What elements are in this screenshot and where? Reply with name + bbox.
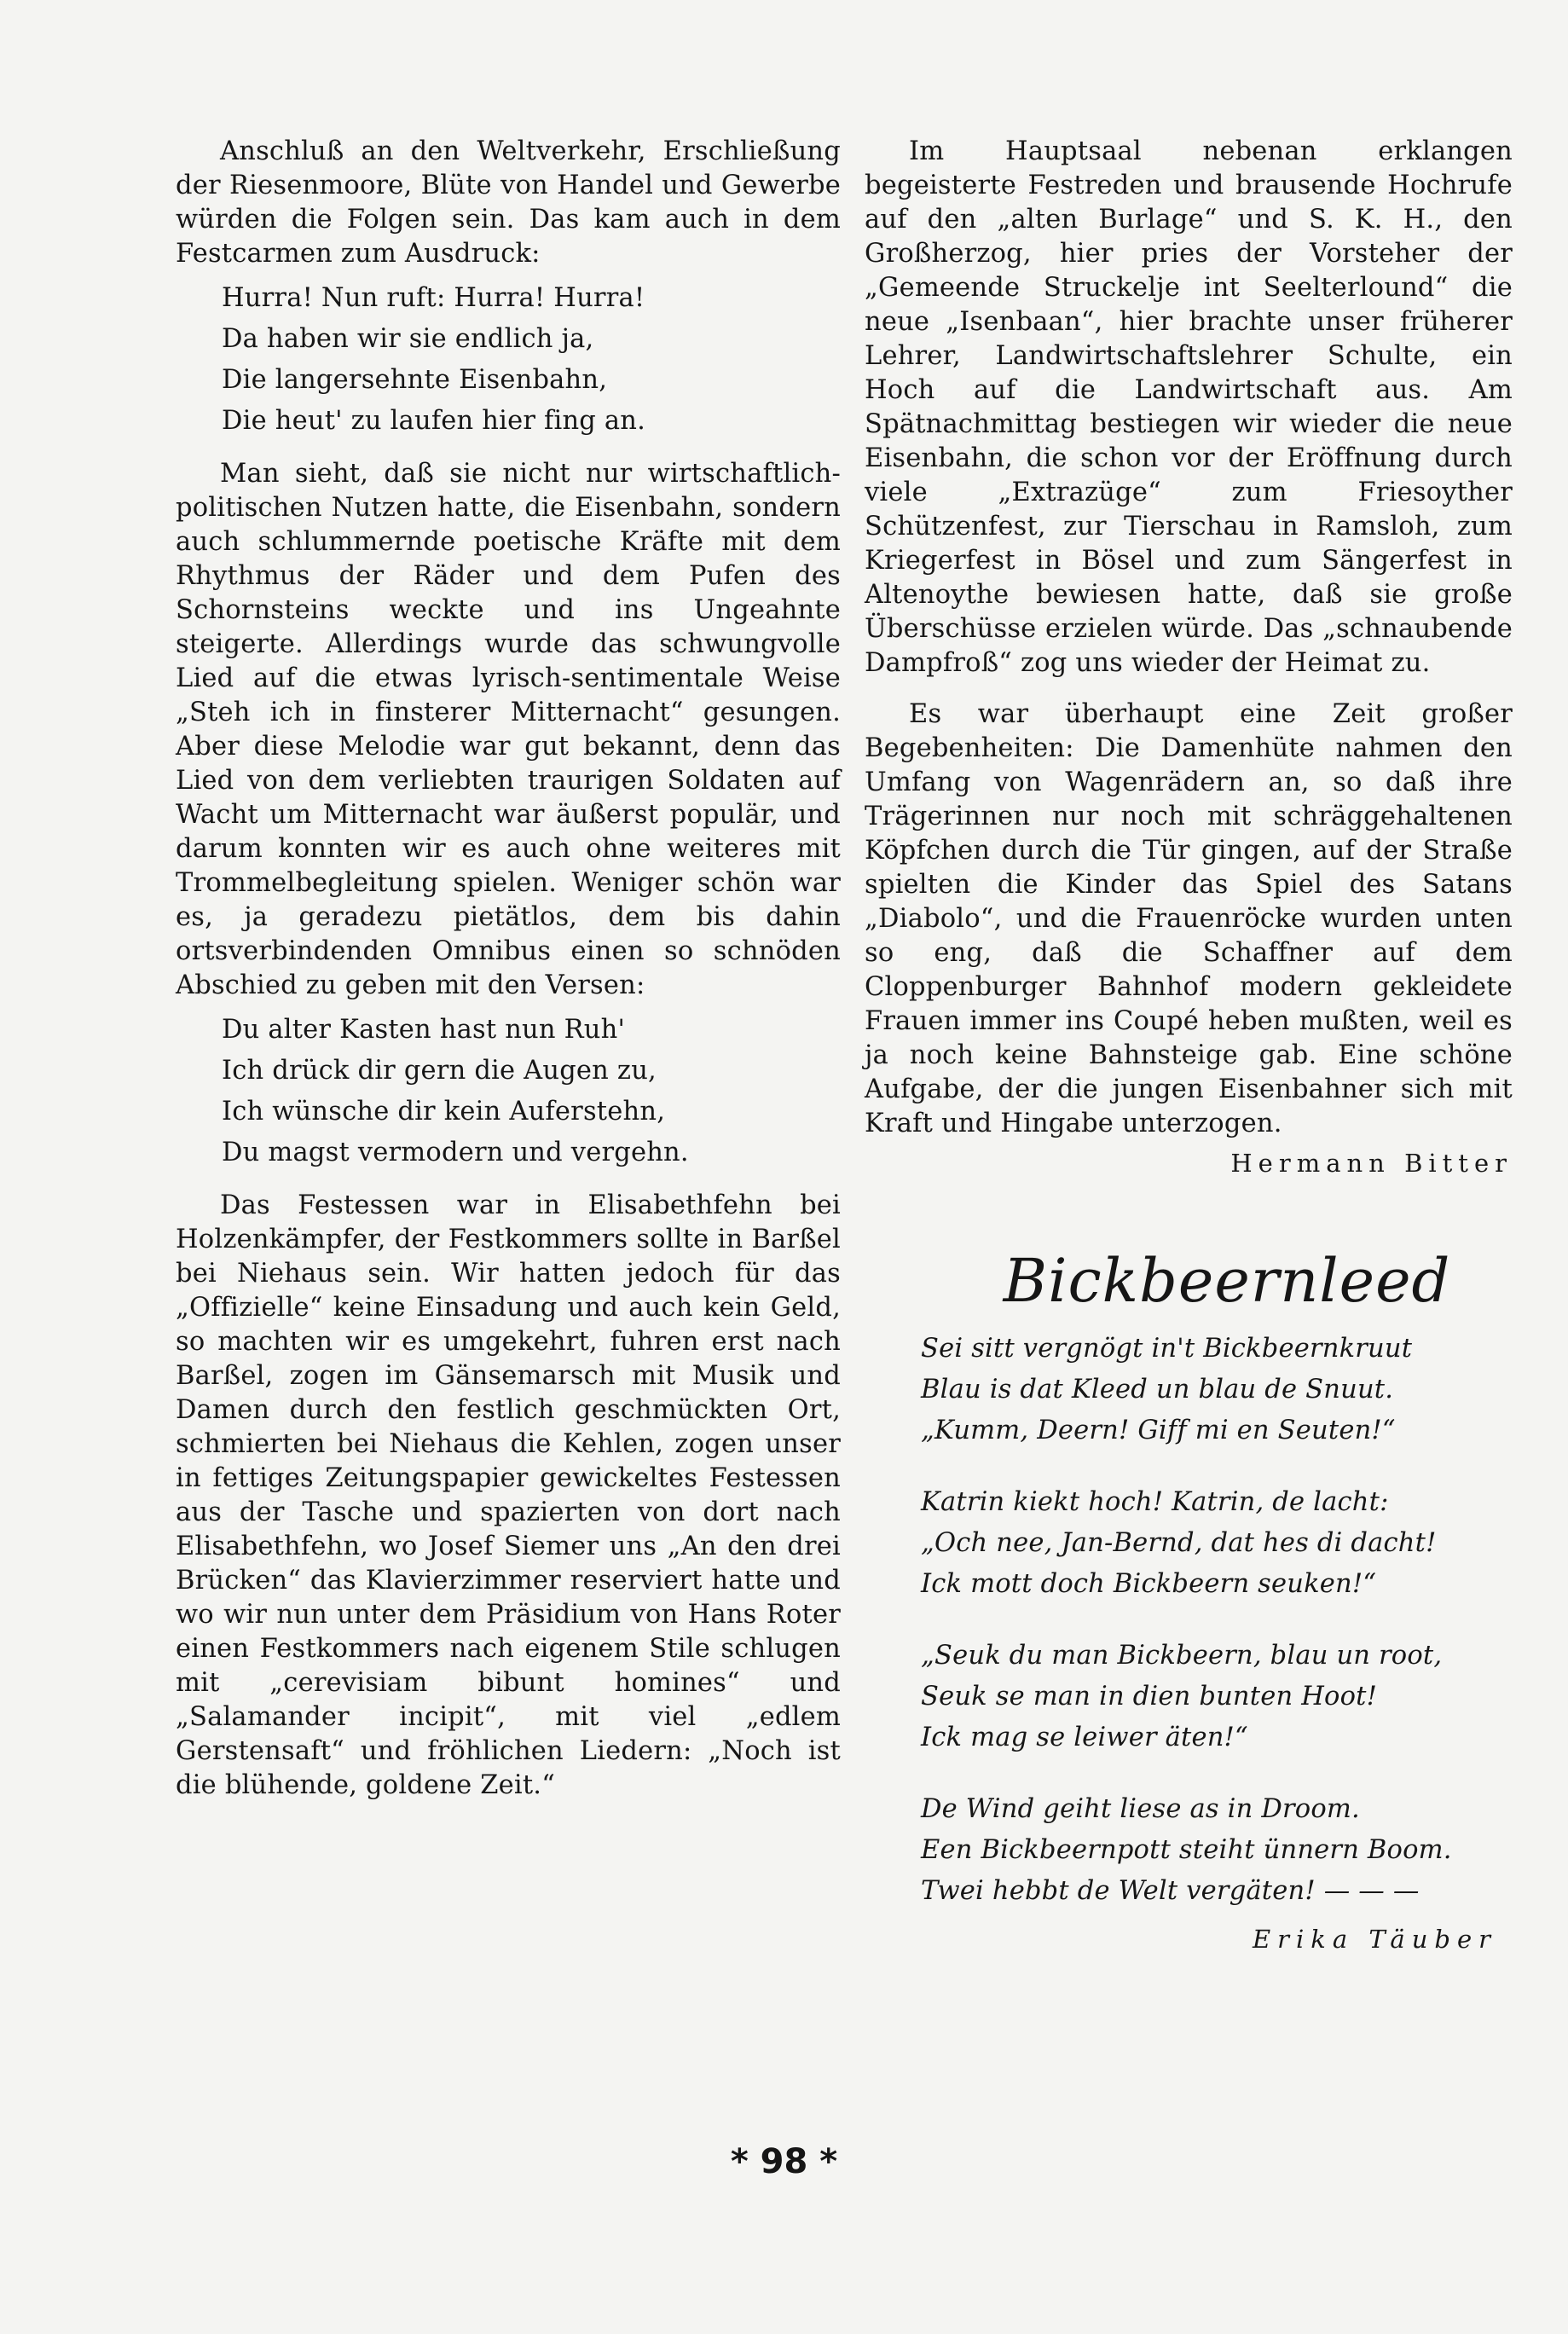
poem-line: Seuk se man in dien bunten Hoot! bbox=[921, 1682, 1378, 1711]
paragraph: Im Hauptsaal nebenan erklangen begeisterte Festreden und brausende Hochrufe auf den „alten Burlage“ und S. K. H., den Großherzog, hier pries der Vorsteher der „Gemeende Struckelje int Seelterlound“ die neue „Isenbaan“, hier brachte unser früherer Lehrer, Landwirtschaftslehrer Schulte, ein Hoch auf die Landwirtschaft aus. Am Spätnachmittag bestiegen wir wieder die neue Eisenbahn, die schon vor der Eröffnung durch viele „Extrazüge“ zum Friesoyther Schützenfest, zur Tierschau in Ramsloh, zum Kriegerfest in Bösel und zum Sängerfest in Altenoythe bewiesen hatte, daß sie große Überschüsse erzielen würde. Das „schnaubende Dampfroß“ zog uns wieder der Heimat zu. bbox=[865, 136, 1513, 678]
verse-line: Die langersehnte Eisenbahn, bbox=[222, 365, 608, 395]
verse-line: Die heut' zu laufen hier fing an. bbox=[222, 406, 646, 436]
poem-line: Ick mott doch Bickbeern seuken!“ bbox=[921, 1569, 1377, 1599]
poem-line: Twei hebbt de Welt vergäten! — — — bbox=[921, 1876, 1420, 1906]
poem-author: Erika Täuber bbox=[1252, 1925, 1497, 1954]
poem-line: De Wind geiht liese as in Droom. bbox=[921, 1794, 1360, 1824]
paragraph: Es war überhaupt eine Zeit großer Begebenheiten: Die Damenhüte nahmen den Umfang von Wagenrädern an, so daß ihre Trägerinnen nur noch mit schräggehaltenen Köpfchen durch die Tür gingen, auf der Straße spielten die Kinder das Spiel des Satans „Diabolo“, und die Frauenröcke wurden unten so eng, daß die Schaffner auf dem Cloppenburger Bahnhof modern gekleidete Frauen immer ins Coupé heben mußten, weil es ja noch keine Bahnsteige gab. Eine schöne Aufgabe, der die jungen Eisenbahner sich mit Kraft und Hingabe unterzogen. bbox=[865, 699, 1513, 1138]
verse-line: Ich drück dir gern die Augen zu, bbox=[222, 1056, 657, 1086]
poem-line: Katrin kiekt hoch! Katrin, de lacht: bbox=[921, 1487, 1389, 1517]
poem-stanza bbox=[921, 1482, 1513, 1605]
poem-stanza bbox=[921, 1636, 1513, 1758]
left-column bbox=[176, 135, 841, 1803]
poem-line: Ick mag se leiwer äten!“ bbox=[921, 1723, 1248, 1752]
poem-title: Bickbeernleed bbox=[1003, 1246, 1451, 1316]
poem-line: Blau is dat Kleed un blau de Snuut. bbox=[921, 1375, 1394, 1404]
poem-stanza bbox=[921, 1329, 1513, 1451]
paragraph: Anschluß an den Weltverkehr, Erschließung der Riesenmoore, Blüte von Handel und Gewerbe würden die Folgen sein. Das kam auch in dem Festcarmen zum Ausdruck: bbox=[176, 136, 841, 269]
poem-stanza bbox=[921, 1789, 1513, 1912]
verse-line: Ich wünsche dir kein Auferstehn, bbox=[222, 1097, 666, 1126]
poem-line: Sei sitt vergnögt in't Bickbeernkruut bbox=[921, 1334, 1413, 1364]
poem bbox=[865, 1329, 1513, 1956]
right-column bbox=[865, 135, 1513, 1956]
verse-line: Du alter Kasten hast nun Ruh' bbox=[222, 1015, 626, 1045]
poem-line: „Seuk du man Bickbeern, blau un root, bbox=[921, 1641, 1443, 1671]
paragraph: Das Festessen war in Elisabethfehn bei Holzenkämpfer, der Festkommers sollte in Barßel bei Niehaus sein. Wir hatten jedoch für das „Offizielle“ keine Einsadung und auch kein Geld, so machten wir es umgekehrt, fuhren erst nach Barßel, zogen im Gänsemarsch mit Musik und Damen durch den festlich geschmückten Ort, schmierten bei Niehaus die Kehlen, zogen unser in fettiges Zeitungspapier gewickeltes Festessen aus der Tasche und spazierten von dort nach Elisabethfehn, wo Josef Siemer uns „An den drei Brücken“ das Klavierzimmer reserviert hatte und wo wir nun unter dem Präsidium von Hans Roter einen Festkommers nach eigenem Stile schlugen mit „cerevisiam bibunt homines“ und „Salamander incipit“, mit viel „edlem Gerstensaft“ und fröhlichen Liedern: „Noch ist die blühende, goldene Zeit.“ bbox=[176, 1190, 841, 1800]
poem-line: „Kumm, Deern! Giff mi en Seuten!“ bbox=[921, 1416, 1396, 1445]
verse-line: Hurra! Nun ruft: Hurra! Hurra! bbox=[222, 283, 645, 313]
article-author: Hermann Bitter bbox=[1230, 1149, 1513, 1178]
verse-omnibus bbox=[176, 1010, 841, 1173]
verse-line: Du magst vermodern und vergehn. bbox=[222, 1138, 689, 1167]
poem-line: Een Bickbeernpott steiht ünnern Boom. bbox=[921, 1835, 1452, 1865]
paragraph: Man sieht, daß sie nicht nur wirtschaftlich-politischen Nutzen hatte, die Eisenbahn, sondern auch schlummernde poetische Kräfte mit dem Rhythmus der Räder und dem Pufen des Schornsteins weckte und ins Ungeahnte steigerte. Allerdings wurde das schwungvolle Lied auf die etwas lyrisch-sentimentale Weise „Steh ich in finsterer Mitternacht“ gesungen. Aber diese Melodie war gut bekannt, denn das Lied von dem verliebten traurigen Soldaten auf Wacht um Mitternacht war äußerst populär, und darum konnten wir es auch ohne weiteres mit Trommelbegleitung spielen. Weniger schön war es, ja geradezu pietätlos, dem bis dahin ortsverbindenden Omnibus einen so schnöden Abschied zu geben mit den Versen: bbox=[176, 459, 841, 1000]
verse-festcarmen bbox=[176, 278, 841, 442]
verse-line: Da haben wir sie endlich ja, bbox=[222, 324, 594, 354]
page-number: * 98 * bbox=[730, 2142, 838, 2181]
poem-line: „Och nee, Jan-Bernd, dat hes di dacht! bbox=[921, 1528, 1437, 1558]
